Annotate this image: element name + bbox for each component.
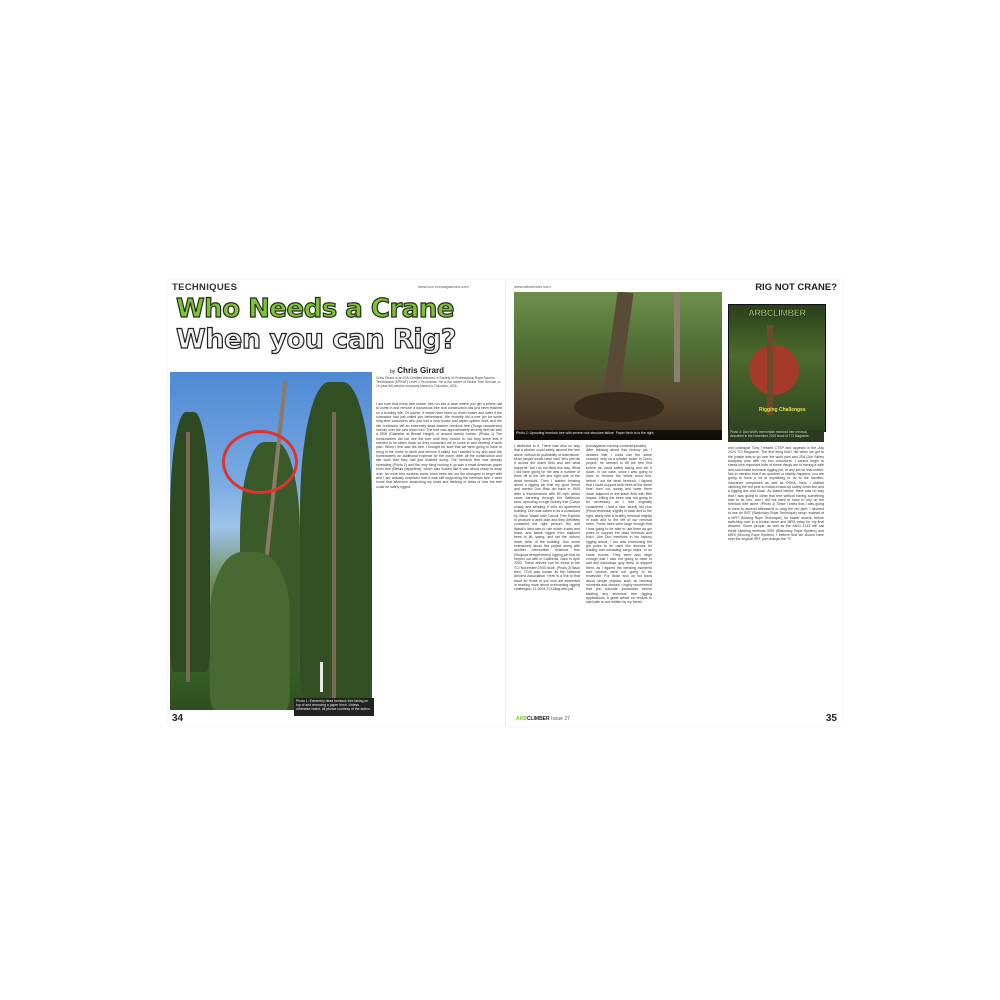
magazine-cover-image (728, 304, 826, 432)
article-text: (tcimagazine.com/wp-content/uploads). After thinking about this hickory job, I decided that I could use the same concept, only on a smaller scale. In Don's project, he needed to lift the tree first before he could safely swing and set it down. In our case, since I was going to have to remove the whole birch first, before I cut the dead hemlock, I figured that I could support both trees at the same time, then cut, swing and lower them down adjacent to the leach field with little impact. Lifting the trees was not going to be necessary, as I had originally considered. I had a nice, sturdy red pine (Pinus resinosa) slightly in back and to the right, along with a healthy hemlock slightly in back and to the left of our removal trees. These trees were large enough that I was going to be able to use them as gin poles to support the dead hemlock and birch. Like Don mentions in his hickory rigging article, I too was envisioning the gin poles to be used like derricks for loading and unloading cargo ships, or as crane booms. They were also large enough that I was not going to have to add any backstays (guy lines) to support them, as I figured the bending moments and vectors were not going to be excessive. For those who do not know about simple physics such as bending moments and vectors, I highly recommend that you educate yourselves before tackling any technical tree rigging applications. A great article on vectors to start with is one written by my friend (586, 444, 652, 605)
page-number-left: 34 (172, 713, 184, 724)
magazine-footer (516, 716, 570, 722)
cover-masthead: ARBCLIMBER (748, 308, 806, 318)
magazine-spread (168, 280, 842, 726)
article-text: I am sure that every tree worker has run into a case where you get a phone call to come in and remove a hazardous tree and construction has just been finished on a building site. Of course, it would have been so much easier and safer if the contractor had just called you beforehand. We recently did a tree job for some long-time customers who just had a new house and septic system built, and the site contractor left an extremely dead eastern hemlock tree (Tsuga canadensis) directly over the new leach bed. The tree was approximately seventy feet tall with a DBH (Diameter at Breast Height) of around twenty inches. (Photo 1) The homeowners did not see the tree until they moved in, but they knew that it needed to be taken down so they contacted me to come in and develop a work plan. When I first saw the tree, I thought for sure that we were going to have to bring in the crane to climb and remove it safely, but I wanted to try and save the homeowners an additional expense for the crane, after all the construction and site work that they had just finished doing. The hemlock tree was already spreading (Photo 2) and the only thing holding it up was a small American paper birch tree (Betula papyrifera), which also looked like it was about ready to snap over. As more tree workers know, birch trees are not the strongest to begin with and I am actually surprised that it was still supporting the hemlock tree. I went home that afternoon scratching my head and thinking of ideas of how the tree could be safely rigged. (376, 402, 502, 489)
photo-2-caption: Photo 2: Uprooting hemlock tree with severe root structure failure. Paper birch is to the right. (514, 430, 722, 440)
author-name: Chris Girard (397, 366, 444, 375)
page-number-right: 35 (825, 713, 837, 724)
highlight-circle (222, 430, 298, 494)
left-page (168, 280, 505, 726)
article-text: I attributed to it. There was also no way that a climber could safely ascend the tree alone, without its probability of total failure. Most people would have said "let's just fail it across the leach field and see what happens" but I do not think this way. What I did have going for me was a number of trees off to the left and right side of the dead hemlock. Then I started thinking about a rigging job that my good friend and mentor Don Blair did back in 1993 after a thunderstorm with 80 mph winds came barreling through the Baltimore area, uprooting a huge hickory tree (Carya ovata) and sending it onto an apartment building. Don was called in as a consultant by Steve Wasik with Carroll Tree Experts to produce a work plan and they definitely contacted the right person! His and Wasik's idea was to use winch trucks and block, and tackle rigged from adjacent trees to lift, swing, and set the hickory down clear of the building. Don wrote extensively about this project along with another memorable redwood tree (Sequoia sempervirens) rigging job that he helped out with in California, back in April 2003. These articles can be found in the TCI November 2003 issue. (Photo 3) Back then, TCIA was known as the National Arborist Association. Here is a link to that issue for those of you who are interested in reading more about overcoming rigging challenges: 11-2003-TCI-Mag.web.pdf (514, 444, 580, 592)
photo-caption: Photo 1: Extremely dead hemlock tree taking on top of and removing a paper birch. Unless otherwise noted, all photos courtesy of the author. (294, 698, 374, 716)
photo-3-caption: Photo 3: Dan Wolf's memorable redwood tree removal, described in the November 2015 issue of TCI Magazine. (728, 430, 824, 442)
page-url: www.xxx.xxxmagazines.com (418, 284, 469, 289)
cover-headline: Rigging Challenges (759, 407, 806, 413)
byline-prefix: by (390, 369, 396, 375)
article-column-3 (586, 444, 652, 712)
running-head: RIG NOT CRANE? (755, 282, 837, 293)
author-bio: Chris Girard is an ISA Certified Arborist, a Society of Professional Rope Access Technicians (SPRAT) Level 1 Technician. He is the owner of Girard Tree Service, a 10-year full-service company based in Colorado, USA. (376, 376, 501, 389)
footer-brand-arb: ARB (516, 716, 527, 722)
article-column-1 (376, 402, 502, 706)
right-page (505, 280, 843, 726)
page-url-right: www.arbclimber.com (514, 284, 551, 289)
headline-line-1: Who Needs a Crane (176, 294, 454, 324)
article-text: and colleague Tony Tresselt CTSP and appears in the July 2024 TCI Magazine. The first thing that I did when we got to the jobsite was to go over the work plan and JSA (Job Safety Analysis) plan with my two coworkers. I cannot begin to stress how important both of these things are to having a safe and successful technical rigging job, or any job for that matter. Not to mention that if an accident or fatality happens, you are going to have a lot of explaining to do to the families, insurance companies as well as OSHA. Next, I started climbing the red pine to install a back-up safety climb line and a rigging line and block. As stated before, there was no way that I was going to climb that tree without having something else to tie into, and I did not want to have to rely on the hemlock tree alone. (Photo 4) Since I knew that I was going to have to ascend afterwards to drag the red pine, I decided to use an SRT (Stationary Rope Technique) setup, instead of a MRT (Moving Rope Technique), for easier ascent, before switching over to a friction saver and MRS setup for my final descent. Some people, as well as the ANSI Z133 will call these climbing methods SRS (Stationary Rope System) and MRS (Moving Rope System). I believe that we should have kept the original SRT, just change the "S" (728, 446, 824, 542)
headline-line-2: When you can Rig? (176, 324, 457, 355)
footer-brand-climber: CLIMBER (526, 716, 550, 722)
byline (390, 366, 444, 375)
article-column-4 (728, 446, 824, 712)
hero-photo-tree (170, 372, 372, 710)
article-column-2 (514, 444, 580, 712)
footer-issue: Issue 27 (551, 716, 570, 722)
uprooted-tree-photo (514, 292, 722, 440)
section-label: TECHNIQUES (172, 282, 238, 293)
